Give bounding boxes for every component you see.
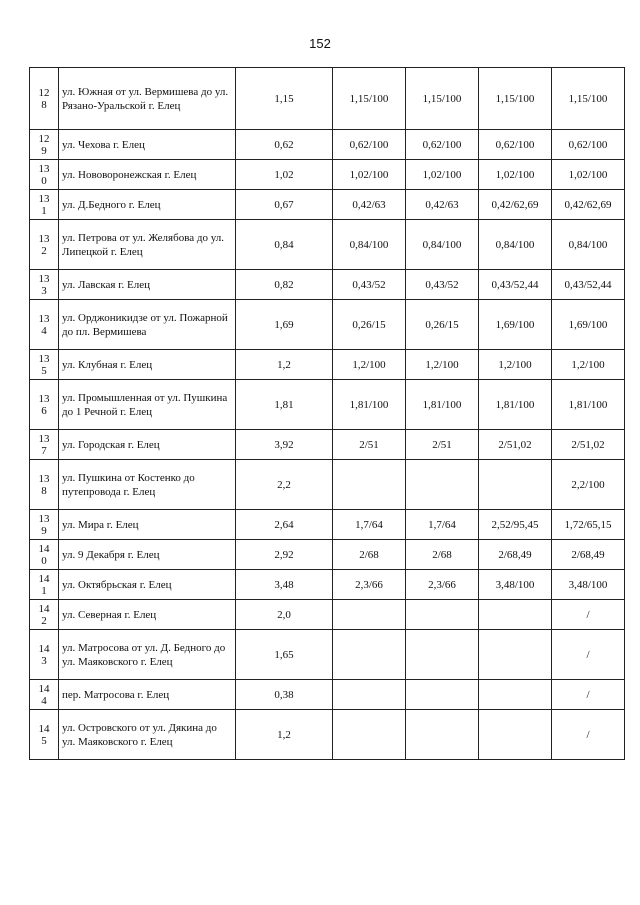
value-cell-2 — [406, 630, 479, 680]
row-number-part: 12 — [38, 132, 50, 145]
value-cell-3: 0,84/100 — [479, 220, 552, 270]
value-cell-1 — [333, 680, 406, 710]
value-cell-1: 2/68 — [333, 540, 406, 570]
table-row — [30, 710, 625, 760]
street-name-cell: ул. Мира г. Елец — [59, 510, 236, 540]
street-name-cell: ул. Чехова г. Елец — [59, 130, 236, 160]
value-cell-1: 0,43/52 — [333, 270, 406, 300]
row-number — [30, 710, 59, 760]
length-cell: 0,38 — [236, 680, 333, 710]
value-cell-3 — [479, 600, 552, 630]
value-cell-1: 0,42/63 — [333, 190, 406, 220]
value-cell-1 — [333, 460, 406, 510]
value-cell-2: 0,42/63 — [406, 190, 479, 220]
table-row — [30, 160, 625, 190]
length-cell: 0,67 — [236, 190, 333, 220]
row-number-part: 9 — [41, 524, 47, 537]
value-cell-4: 0,84/100 — [552, 220, 625, 270]
table-row — [30, 130, 625, 160]
value-cell-3: 0,62/100 — [479, 130, 552, 160]
length-cell: 1,2 — [236, 710, 333, 760]
row-number-part: 6 — [41, 404, 47, 417]
street-name-cell: ул. Пушкина от Костенко до путепровода г. Елец — [59, 460, 236, 510]
row-number-part: 14 — [38, 682, 50, 695]
street-name-cell: ул. Петрова от ул. Желябова до ул. Липецкой г. Елец — [59, 220, 236, 270]
length-cell: 2,2 — [236, 460, 333, 510]
row-number-part: 5 — [41, 364, 47, 377]
row-number-part: 1 — [41, 584, 47, 597]
table-row — [30, 680, 625, 710]
value-cell-3: 0,43/52,44 — [479, 270, 552, 300]
value-cell-2: 1,7/64 — [406, 510, 479, 540]
street-name-cell: ул. Северная г. Елец — [59, 600, 236, 630]
row-number-part: 13 — [38, 162, 50, 175]
row-number-part: 8 — [41, 98, 47, 111]
street-name-cell: ул. Орджоникидзе от ул. Пожарной до пл. Вермишева — [59, 300, 236, 350]
row-number-part: 13 — [38, 232, 50, 245]
street-name-cell: ул. Южная от ул. Вермишева до ул. Рязано-Уральской г. Елец — [59, 68, 236, 130]
value-cell-3: 3,48/100 — [479, 570, 552, 600]
value-cell-3: 1,02/100 — [479, 160, 552, 190]
row-number — [30, 130, 59, 160]
length-cell: 2,64 — [236, 510, 333, 540]
row-number-part: 4 — [41, 694, 47, 707]
row-number — [30, 540, 59, 570]
value-cell-4: 3,48/100 — [552, 570, 625, 600]
value-cell-2: 0,84/100 — [406, 220, 479, 270]
length-cell: 3,92 — [236, 430, 333, 460]
value-cell-4: 0,43/52,44 — [552, 270, 625, 300]
value-cell-2 — [406, 710, 479, 760]
value-cell-4: / — [552, 600, 625, 630]
street-name-cell: ул. Матросова от ул. Д. Бедного до ул. Маяковского г. Елец — [59, 630, 236, 680]
row-number-part: 13 — [38, 392, 50, 405]
value-cell-3 — [479, 710, 552, 760]
length-cell: 1,2 — [236, 350, 333, 380]
table-row — [30, 270, 625, 300]
row-number-part: 9 — [41, 144, 47, 157]
row-number-part: 14 — [38, 542, 50, 555]
value-cell-2: 2,3/66 — [406, 570, 479, 600]
value-cell-3: 1,15/100 — [479, 68, 552, 130]
value-cell-1 — [333, 630, 406, 680]
value-cell-4: / — [552, 630, 625, 680]
row-number — [30, 190, 59, 220]
value-cell-3: 2/68,49 — [479, 540, 552, 570]
length-cell: 1,81 — [236, 380, 333, 430]
row-number-part: 0 — [41, 554, 47, 567]
value-cell-3: 2,52/95,45 — [479, 510, 552, 540]
value-cell-1: 0,62/100 — [333, 130, 406, 160]
value-cell-3: 2/51,02 — [479, 430, 552, 460]
value-cell-2: 1,81/100 — [406, 380, 479, 430]
roads-table — [29, 67, 625, 760]
row-number — [30, 270, 59, 300]
length-cell: 0,84 — [236, 220, 333, 270]
value-cell-1 — [333, 710, 406, 760]
row-number — [30, 680, 59, 710]
row-number-part: 13 — [38, 432, 50, 445]
table-row — [30, 380, 625, 430]
length-cell: 0,62 — [236, 130, 333, 160]
value-cell-3: 0,42/62,69 — [479, 190, 552, 220]
row-number-part: 8 — [41, 484, 47, 497]
row-number — [30, 600, 59, 630]
street-name-cell: пер. Матросова г. Елец — [59, 680, 236, 710]
street-name-cell: ул. Нововоронежская г. Елец — [59, 160, 236, 190]
row-number-part: 14 — [38, 572, 50, 585]
row-number — [30, 300, 59, 350]
value-cell-4: 0,42/62,69 — [552, 190, 625, 220]
street-name-cell: ул. 9 Декабря г. Елец — [59, 540, 236, 570]
table-row — [30, 540, 625, 570]
row-number — [30, 570, 59, 600]
value-cell-1: 2/51 — [333, 430, 406, 460]
value-cell-4: 0,62/100 — [552, 130, 625, 160]
row-number-part: 13 — [38, 192, 50, 205]
value-cell-4: / — [552, 680, 625, 710]
value-cell-3 — [479, 680, 552, 710]
row-number-part: 12 — [38, 86, 50, 99]
row-number — [30, 220, 59, 270]
row-number-part: 2 — [41, 244, 47, 257]
length-cell: 1,65 — [236, 630, 333, 680]
table-row — [30, 460, 625, 510]
row-number — [30, 510, 59, 540]
value-cell-1: 1,02/100 — [333, 160, 406, 190]
row-number — [30, 68, 59, 130]
row-number-part: 5 — [41, 734, 47, 747]
value-cell-2: 1,15/100 — [406, 68, 479, 130]
row-number-part: 13 — [38, 352, 50, 365]
value-cell-4: 2/68,49 — [552, 540, 625, 570]
length-cell: 3,48 — [236, 570, 333, 600]
value-cell-1 — [333, 600, 406, 630]
row-number-part: 13 — [38, 512, 50, 525]
table-row — [30, 300, 625, 350]
table-row — [30, 600, 625, 630]
page-number: 152 — [309, 36, 331, 51]
table-row — [30, 350, 625, 380]
row-number-part: 13 — [38, 272, 50, 285]
row-number-part: 3 — [41, 284, 47, 297]
value-cell-1: 1,2/100 — [333, 350, 406, 380]
length-cell: 1,69 — [236, 300, 333, 350]
value-cell-2 — [406, 460, 479, 510]
table-row — [30, 430, 625, 460]
length-cell: 2,92 — [236, 540, 333, 570]
length-cell: 2,0 — [236, 600, 333, 630]
street-name-cell: ул. Октябрьская г. Елец — [59, 570, 236, 600]
value-cell-2: 1,02/100 — [406, 160, 479, 190]
value-cell-4: 2/51,02 — [552, 430, 625, 460]
length-cell: 1,02 — [236, 160, 333, 190]
value-cell-4: 1,2/100 — [552, 350, 625, 380]
row-number-part: 7 — [41, 444, 47, 457]
table-row — [30, 570, 625, 600]
row-number — [30, 160, 59, 190]
row-number-part: 0 — [41, 174, 47, 187]
value-cell-3 — [479, 630, 552, 680]
street-name-cell: ул. Д.Бедного г. Елец — [59, 190, 236, 220]
value-cell-3: 1,81/100 — [479, 380, 552, 430]
row-number — [30, 380, 59, 430]
value-cell-2 — [406, 680, 479, 710]
value-cell-2 — [406, 600, 479, 630]
value-cell-2: 1,2/100 — [406, 350, 479, 380]
value-cell-4: 1,15/100 — [552, 68, 625, 130]
value-cell-4: 1,81/100 — [552, 380, 625, 430]
value-cell-3 — [479, 460, 552, 510]
row-number-part: 3 — [41, 654, 47, 667]
value-cell-1: 1,15/100 — [333, 68, 406, 130]
row-number-part: 4 — [41, 324, 47, 337]
value-cell-3: 1,2/100 — [479, 350, 552, 380]
value-cell-4: 2,2/100 — [552, 460, 625, 510]
value-cell-2: 2/51 — [406, 430, 479, 460]
value-cell-2: 0,43/52 — [406, 270, 479, 300]
row-number-part: 1 — [41, 204, 47, 217]
street-name-cell: ул. Островского от ул. Дякина до ул. Маяковского г. Елец — [59, 710, 236, 760]
value-cell-2: 0,26/15 — [406, 300, 479, 350]
street-name-cell: ул. Промышленная от ул. Пушкина до 1 Речной г. Елец — [59, 380, 236, 430]
street-name-cell: ул. Клубная г. Елец — [59, 350, 236, 380]
row-number-part: 14 — [38, 602, 50, 615]
table-row — [30, 220, 625, 270]
table-row — [30, 190, 625, 220]
row-number-part: 14 — [38, 642, 50, 655]
value-cell-1: 2,3/66 — [333, 570, 406, 600]
value-cell-4: 1,72/65,15 — [552, 510, 625, 540]
value-cell-4: 1,02/100 — [552, 160, 625, 190]
row-number-part: 13 — [38, 312, 50, 325]
row-number-part: 13 — [38, 472, 50, 485]
value-cell-2: 0,62/100 — [406, 130, 479, 160]
value-cell-1: 1,7/64 — [333, 510, 406, 540]
row-number — [30, 430, 59, 460]
length-cell: 0,82 — [236, 270, 333, 300]
row-number — [30, 460, 59, 510]
row-number — [30, 350, 59, 380]
street-name-cell: ул. Городская г. Елец — [59, 430, 236, 460]
length-cell: 1,15 — [236, 68, 333, 130]
value-cell-1: 1,81/100 — [333, 380, 406, 430]
row-number-part: 2 — [41, 614, 47, 627]
row-number — [30, 630, 59, 680]
value-cell-1: 0,26/15 — [333, 300, 406, 350]
value-cell-2: 2/68 — [406, 540, 479, 570]
table-row — [30, 510, 625, 540]
street-name-cell: ул. Лавская г. Елец — [59, 270, 236, 300]
table-row — [30, 630, 625, 680]
value-cell-4: 1,69/100 — [552, 300, 625, 350]
table-row — [30, 68, 625, 130]
row-number-part: 14 — [38, 722, 50, 735]
value-cell-3: 1,69/100 — [479, 300, 552, 350]
value-cell-1: 0,84/100 — [333, 220, 406, 270]
value-cell-4: / — [552, 710, 625, 760]
